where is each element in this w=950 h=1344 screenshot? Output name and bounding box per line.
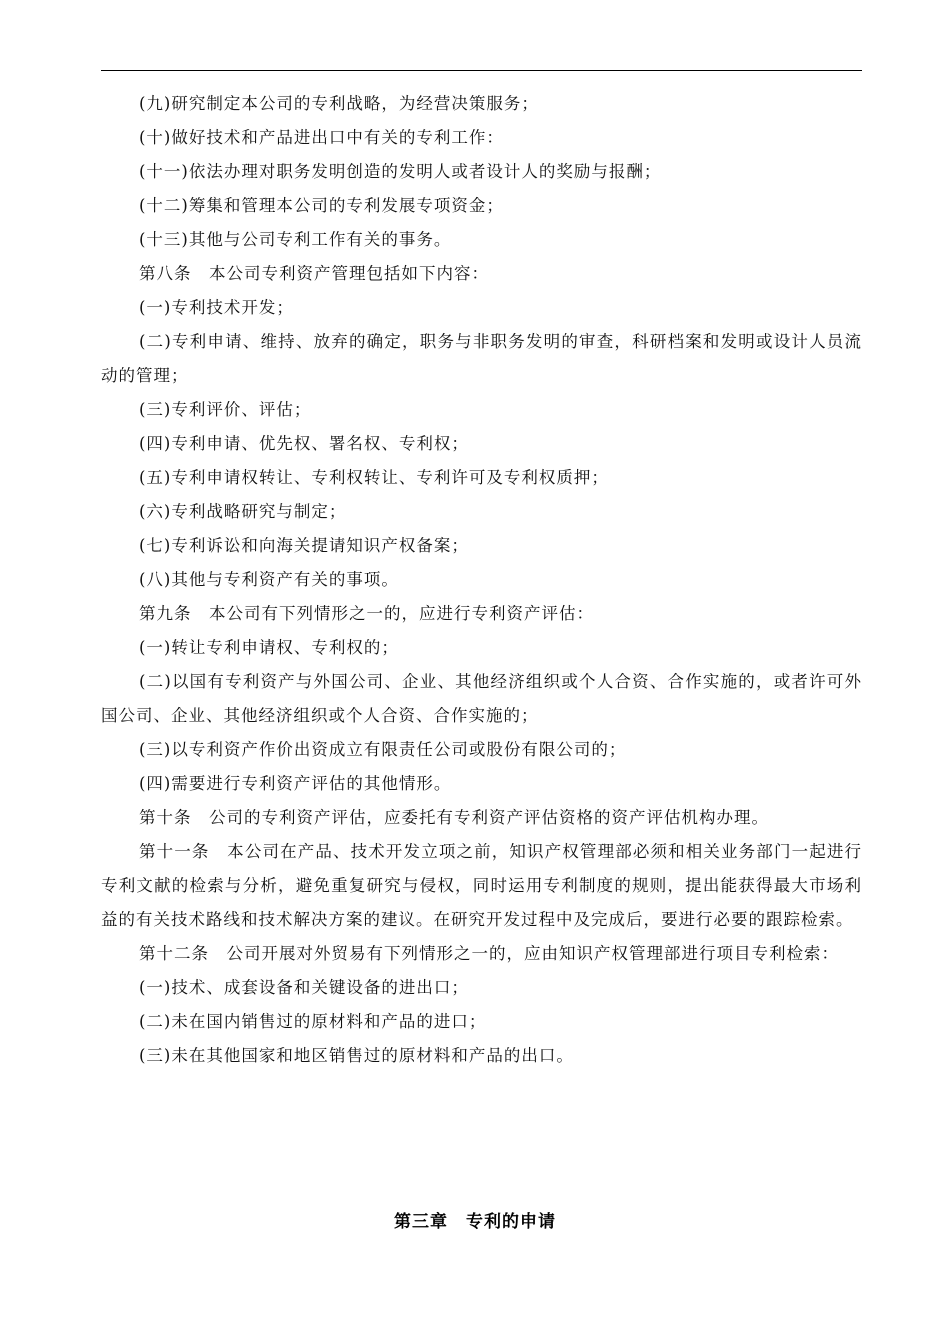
article-heading: 第九条 本公司有下列情形之一的，应进行专利资产评估： bbox=[139, 604, 594, 623]
paragraph: (四)专利申请、优先权、署名权、专利权； bbox=[139, 434, 469, 453]
paragraph: (四)需要进行专利资产评估的其他情形。 bbox=[139, 774, 452, 793]
paragraph: (十二)筹集和管理本公司的专利发展专项资金； bbox=[139, 196, 504, 215]
paragraph: (五)专利申请权转让、专利权转让、专利许可及专利权质押； bbox=[139, 468, 609, 487]
paragraph: (一)技术、成套设备和关键设备的进出口； bbox=[139, 978, 469, 997]
article-heading: 第八条 本公司专利资产管理包括如下内容： bbox=[139, 264, 489, 283]
paragraph: (七)专利诉讼和向海关提请知识产权备案； bbox=[139, 536, 469, 555]
paragraph: (二)专利申请、维持、放弃的确定，职务与非职务发明的审查，科研档案和发明或设计人员流动的管理； bbox=[101, 332, 862, 385]
article-heading: 第十条 公司的专利资产评估，应委托有专利资产评估资格的资产评估机构办理。 bbox=[139, 808, 769, 827]
paragraph: (十三)其他与公司专利工作有关的事务。 bbox=[139, 230, 452, 249]
article-heading: 第十二条 公司开展对外贸易有下列情形之一的，应由知识产权管理部进行项目专利检索： bbox=[139, 944, 839, 963]
body-text bbox=[101, 87, 862, 1073]
paragraph: (八)其他与专利资产有关的事项。 bbox=[139, 570, 399, 589]
paragraph: (三)以专利资产作价出资成立有限责任公司或股份有限公司的； bbox=[139, 740, 627, 759]
paragraph: (十一)依法办理对职务发明创造的发明人或者设计人的奖励与报酬； bbox=[139, 162, 662, 181]
paragraph: (一)转让专利申请权、专利权的； bbox=[139, 638, 399, 657]
paragraph: (二)未在国内销售过的原材料和产品的进口； bbox=[139, 1012, 487, 1031]
paragraph: (二)以国有专利资产与外国公司、企业、其他经济组织或个人合资、合作实施的，或者许可外国公司、企业、其他经济组织或个人合资、合作实施的； bbox=[101, 672, 862, 725]
header-rule bbox=[101, 70, 862, 71]
paragraph: (十)做好技术和产品进出口中有关的专利工作： bbox=[139, 128, 504, 147]
paragraph: (九)研究制定本公司的专利战略，为经营决策服务； bbox=[139, 94, 539, 113]
paragraph: (六)专利战略研究与制定； bbox=[139, 502, 347, 521]
paragraph: (一)专利技术开发； bbox=[139, 298, 294, 317]
paragraph: (三)专利评价、评估； bbox=[139, 400, 312, 419]
chapter-heading: 第三章 专利的申请 bbox=[394, 1212, 556, 1232]
article-heading: 第十一条 本公司在产品、技术开发立项之前，知识产权管理部必须和相关业务部门一起进行专利文献的检索与分析，避免重复研究与侵权，同时运用专利制度的规则，提出能获得最大市场利益的有关技术路线和技术解决方案的建议。在研究开发过程中及完成后，要进行必要的跟踪检索。 bbox=[101, 842, 862, 929]
paragraph: (三)未在其他国家和地区销售过的原材料和产品的出口。 bbox=[139, 1046, 574, 1065]
